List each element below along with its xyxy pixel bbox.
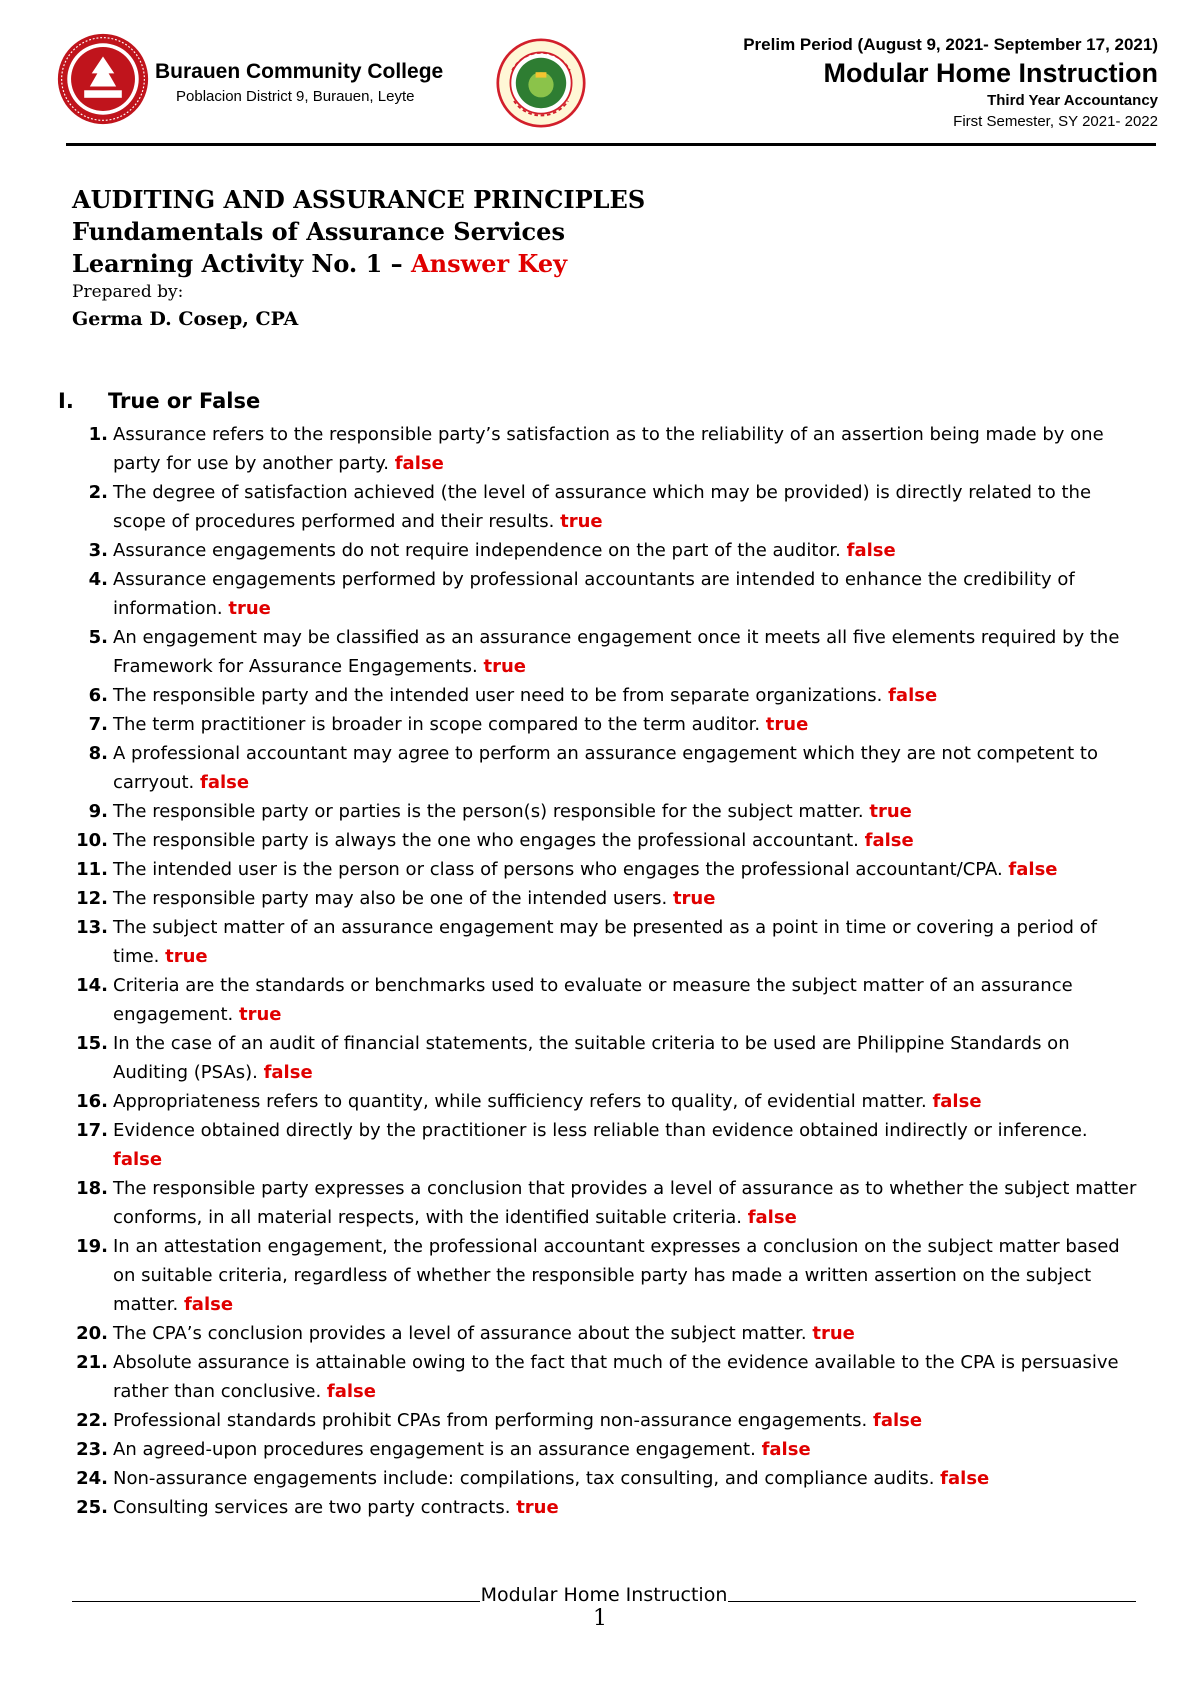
semester: First Semester, SY 2021- 2022 [953, 113, 1158, 130]
question-number: 18. [76, 1178, 108, 1199]
question-text-block [113, 884, 1138, 913]
question-text-block [113, 1319, 1138, 1348]
question-item [56, 797, 1146, 826]
course-title: AUDITING AND ASSURANCE PRINCIPLES [72, 185, 646, 214]
header-course-info [743, 34, 1158, 132]
question-item [56, 1319, 1146, 1348]
question-number: 17. [76, 1120, 108, 1141]
question-text-block [113, 739, 1138, 797]
question-text-block [113, 971, 1138, 1029]
question-number: 14. [76, 975, 108, 996]
question-text: The subject matter of an assurance engagement may be presented as a point in time or covering a period of time. [113, 917, 1097, 967]
answer-label: false [113, 1149, 163, 1170]
question-item [56, 1029, 1146, 1087]
question-text: An agreed-upon procedures engagement is an assurance engagement. [113, 1439, 756, 1460]
question-number: 25. [76, 1497, 108, 1518]
question-item [56, 1232, 1146, 1319]
true-or-false-section [56, 386, 1146, 1522]
question-item [56, 420, 1146, 478]
answer-label: true [228, 598, 271, 619]
question-text: Consulting services are two party contracts. [113, 1497, 511, 1518]
question-text-block [113, 913, 1138, 971]
question-number: 2. [88, 482, 108, 503]
question-item [56, 710, 1146, 739]
question-text-block [113, 1232, 1138, 1319]
question-text-block [113, 1464, 1138, 1493]
college-name: Burauen Community College [155, 60, 444, 83]
question-number: 21. [76, 1352, 108, 1373]
program-title: Modular Home Instruction [823, 58, 1158, 88]
answer-label: false [873, 1410, 923, 1431]
question-number: 19. [76, 1236, 108, 1257]
answer-label: true [516, 1497, 559, 1518]
question-number: 13. [76, 917, 108, 938]
page-number: 1 [593, 1606, 607, 1631]
college-seal-icon [56, 32, 150, 126]
answer-label: true [483, 656, 527, 677]
answer-label: false [846, 540, 896, 561]
page-footer [72, 1576, 1136, 1606]
question-text-block [113, 565, 1138, 623]
question-item [56, 826, 1146, 855]
question-number: 7. [88, 714, 108, 735]
question-number: 10. [76, 830, 108, 851]
answer-label: true [560, 511, 603, 532]
question-item [56, 478, 1146, 536]
question-item [56, 1116, 1146, 1174]
college-address: Poblacion District 9, Burauen, Leyte [176, 88, 415, 105]
question-number: 22. [76, 1410, 108, 1431]
answer-label: true [869, 801, 912, 822]
burauen-leyte-seal-icon [496, 38, 586, 128]
activity-label: Learning Activity No. 1 – [72, 249, 403, 278]
question-number: 5. [88, 627, 108, 648]
question-text-block [113, 855, 1138, 884]
question-number: 20. [76, 1323, 108, 1344]
question-list [56, 420, 1146, 1522]
question-item [56, 913, 1146, 971]
question-text: Assurance engagements performed by professional accountants are intended to enhance the credibility of information. [113, 569, 1075, 619]
question-text: The CPA’s conclusion provides a level of assurance about the subject matter. [113, 1323, 807, 1344]
question-text-block [113, 1348, 1138, 1406]
answer-label: true [165, 946, 208, 967]
question-text: Absolute assurance is attainable owing to the fact that much of the evidence available to the CPA is persuasive rather than conclusive. [113, 1352, 1119, 1402]
author-name: Germa D. Cosep, CPA [72, 308, 299, 330]
question-text-block [113, 623, 1138, 681]
question-text-block [113, 1087, 1138, 1116]
question-item [56, 1087, 1146, 1116]
section-title: True or False [108, 389, 261, 413]
question-number: 6. [88, 685, 108, 706]
section-heading [56, 386, 1146, 416]
prepared-by-label: Prepared by: [72, 282, 184, 302]
question-text: The responsible party is always the one who engages the professional accountant. [113, 830, 859, 851]
question-text: In the case of an audit of financial statements, the suitable criteria to be used are Philippine Standards on Auditing (PSAs). [113, 1033, 1070, 1083]
question-text-block [113, 1406, 1138, 1435]
question-number: 3. [88, 540, 108, 561]
question-text: Assurance refers to the responsible party’s satisfaction as to the reliability of an assertion being made by one party for use by another party. [113, 424, 1104, 474]
question-text-block [113, 681, 1138, 710]
activity-title [72, 248, 645, 280]
question-text-block [113, 1116, 1138, 1174]
answer-label: false [864, 830, 914, 851]
answer-label: true [672, 888, 716, 909]
question-text-block [113, 478, 1138, 536]
question-item [56, 739, 1146, 797]
question-item [56, 971, 1146, 1029]
question-item [56, 623, 1146, 681]
question-text: The responsible party and the intended user need to be from separate organizations. [113, 685, 883, 706]
footer-rule-right [728, 1601, 1136, 1602]
question-number: 12. [76, 888, 108, 909]
answer-label: false [761, 1439, 811, 1460]
answer-label: true [812, 1323, 855, 1344]
question-text-block [113, 797, 1138, 826]
footer-text: Modular Home Instruction [480, 1584, 728, 1606]
topic-title: Fundamentals of Assurance Services [72, 217, 565, 246]
question-number: 4. [88, 569, 108, 590]
question-text-block [113, 1029, 1138, 1087]
answer-label: false [183, 1294, 234, 1315]
question-text: The responsible party or parties is the person(s) responsible for the subject matter. [113, 801, 864, 822]
question-item [56, 1435, 1146, 1464]
answer-label: false [1008, 859, 1058, 880]
question-text-block [113, 826, 1138, 855]
question-item [56, 1464, 1146, 1493]
question-number: 11. [76, 859, 108, 880]
footer-rule-left [72, 1601, 480, 1602]
question-number: 9. [88, 801, 108, 822]
question-text: In an attestation engagement, the professional accountant expresses a conclusion on the subject matter based on suitable criteria, regardless of whether the responsible party has made a written assertion on the subject matter. [113, 1236, 1120, 1315]
question-text: Appropriateness refers to quantity, while sufficiency refers to quality, of evidential matter. [113, 1091, 927, 1112]
question-number: 23. [76, 1439, 108, 1460]
question-item [56, 536, 1146, 565]
answer-label: false [263, 1062, 313, 1083]
header-divider [66, 143, 1156, 146]
answer-label: false [932, 1091, 982, 1112]
question-number: 15. [76, 1033, 108, 1054]
answer-key-label: Answer Key [411, 249, 568, 278]
question-text: The term practitioner is broader in scope compared to the term auditor. [113, 714, 761, 735]
section-number: I. [58, 389, 74, 413]
question-text-block [113, 1493, 1138, 1522]
question-text-block [113, 1435, 1138, 1464]
year-level: Third Year Accountancy [987, 92, 1158, 109]
answer-label: false [200, 772, 250, 793]
question-text: The degree of satisfaction achieved (the level of assurance which may be provided) is directly related to the scope of procedures performed and their results. [113, 482, 1092, 532]
title-block [72, 184, 645, 334]
answer-label: false [394, 453, 444, 474]
question-text: Non-assurance engagements include: compilations, tax consulting, and compliance audits. [113, 1468, 935, 1489]
question-item [56, 565, 1146, 623]
question-text: The responsible party expresses a conclusion that provides a level of assurance as to whether the subject matter conforms, in all material respects, with the identified suitable criteria. [113, 1178, 1137, 1228]
question-number: 1. [88, 424, 108, 445]
question-text: The intended user is the person or class of persons who engages the professional accountant/CPA. [113, 859, 1003, 880]
question-text: A professional accountant may agree to perform an assurance engagement which they are not competent to carryout. [113, 743, 1098, 793]
question-item [56, 1406, 1146, 1435]
answer-label: true [765, 714, 809, 735]
answer-label: true [238, 1004, 282, 1025]
question-item [56, 1174, 1146, 1232]
answer-label: false [326, 1381, 376, 1402]
answer-label: false [940, 1468, 990, 1489]
answer-label: false [747, 1207, 797, 1228]
question-text-block [113, 420, 1138, 478]
question-number: 16. [76, 1091, 108, 1112]
question-text: Criteria are the standards or benchmarks used to evaluate or measure the subject matter of an assurance engagement. [113, 975, 1073, 1025]
question-text: Professional standards prohibit CPAs from performing non-assurance engagements. [113, 1410, 868, 1431]
question-text-block [113, 710, 1138, 739]
question-text: Assurance engagements do not require independence on the part of the auditor. [113, 540, 841, 561]
question-number: 24. [76, 1468, 108, 1489]
question-text: An engagement may be classified as an assurance engagement once it meets all five elements required by the Framework for Assurance Engagements. [113, 627, 1120, 677]
question-item [56, 1493, 1146, 1522]
question-item [56, 884, 1146, 913]
question-item [56, 1348, 1146, 1406]
question-item [56, 855, 1146, 884]
question-number: 8. [88, 743, 108, 764]
question-text-block [113, 536, 1138, 565]
answer-label: false [888, 685, 938, 706]
question-text: The responsible party may also be one of the intended users. [113, 888, 668, 909]
question-text: Evidence obtained directly by the practitioner is less reliable than evidence obtained indirectly or inference. [113, 1120, 1088, 1141]
prelim-period: Prelim Period (August 9, 2021- September 17, 2021) [743, 35, 1158, 54]
question-item [56, 681, 1146, 710]
page-header [0, 0, 1200, 150]
question-text-block [113, 1174, 1138, 1232]
